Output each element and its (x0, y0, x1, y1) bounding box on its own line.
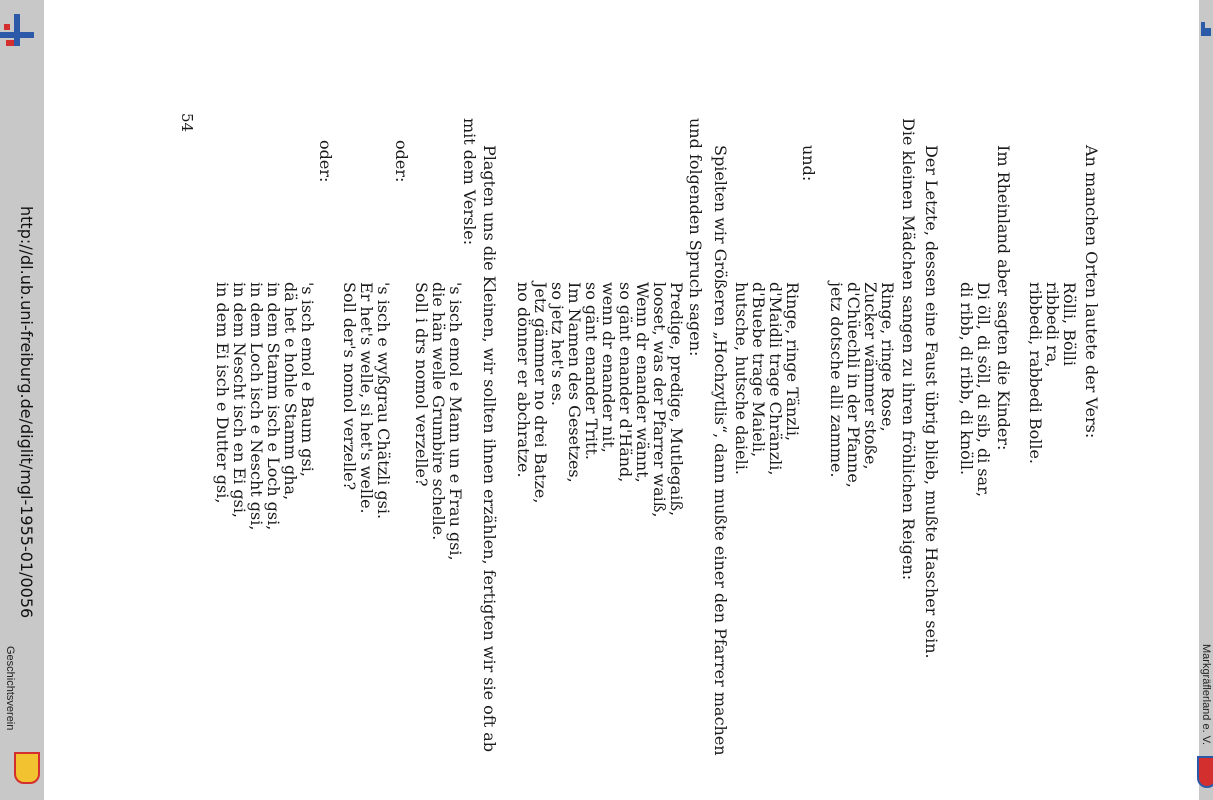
document-line: Jetz gämmer no drei Batze, (531, 282, 550, 504)
document-line: ribbedi, rabbedi Bolle. (1026, 282, 1045, 465)
document-line: in dem Nescht isch en Ei gsi, (230, 282, 249, 519)
document-line: Ringe, ringe Tänzli, (783, 282, 802, 442)
document-line: Spielten wir Größeren „Hochzytlis“, dann mußte einer den Pfarrer machen (711, 145, 730, 756)
document-line: Er het's welle, si het's welle. (357, 282, 376, 514)
document-line: d'Buebe trage Maieli, (749, 282, 768, 458)
document-line: und folgenden Spruch sagen: (686, 118, 705, 357)
document-line: Im Namen des Gesetzes, (565, 282, 584, 483)
document-line: 's isch emol e Baum gsi, (298, 282, 317, 477)
document-line: in dem Ei isch e Dutter gsi, (213, 282, 232, 504)
document-line: so gänt enander Tritt. (582, 282, 601, 460)
document-line: Wenn dr enander wännt, (633, 282, 652, 483)
document-line: Die kleinen Mädchen sangen zu ihren fröhlichen Reigen: (899, 118, 918, 581)
document-line: mit dem Versle: (460, 118, 479, 246)
document-line: in dem Loch isch e Nescht gsi, (247, 282, 266, 531)
document-line: und: (799, 145, 818, 182)
document-line: 's isch emol e Mann un e Frau gsi, (446, 282, 465, 561)
document-line: Plagten uns die Kleinen, wir sollten ihnen erzählen, fertigten wir sie oft ab (480, 145, 499, 753)
document-line: di ribb, di ribb, di knöll. (957, 282, 976, 476)
document-line: An manchen Orten lautete der Vers: (1082, 145, 1101, 439)
document-line: hutsche, hutsche daieli. (732, 282, 751, 475)
document-line: 's isch e wyßgrau Chätzli gsi. (374, 282, 393, 520)
document-line: Predige, predige, Mutlegaiß, (667, 282, 686, 517)
document-line: Soll i drs nomol verzelle? (412, 282, 431, 487)
document-line: die hän welle Grumbire schelle. (429, 282, 448, 541)
document-line: jetz dotsche alli zamme. (827, 282, 846, 478)
document-line: Zucker wämmer stoße, (861, 282, 880, 470)
document-line: ribbedi ra, (1043, 282, 1062, 368)
document-line: Ringe, ringe Rose, (878, 282, 897, 432)
document-line: oder: (316, 140, 335, 183)
document-line: d'Maidli trage Chränzli, (766, 282, 785, 476)
document-line: looset, was der Pfarrer waiß, (650, 282, 669, 518)
document-line: Der Letzte, dessen eine Faust übrig blieb, mußte Hascher sein. (922, 145, 941, 659)
document-line: Rölli, Bölli (1060, 282, 1079, 366)
coat-of-arms-icon (14, 752, 40, 784)
document-url[interactable]: http://dl.ub.uni-freiburg.de/diglit/mgl-1955-01/0056 (17, 206, 36, 619)
coat-of-arms-right-icon (1197, 756, 1213, 788)
document-line: Di öll, di söll, di sib, di sar, (974, 282, 993, 498)
document-line: so gänt enander d'Händ, (616, 282, 635, 483)
document-line: no dönner er abchratze. (514, 282, 533, 478)
document-line: oder: (392, 140, 411, 183)
document-line: Soll der's nomol verzelle? (340, 282, 359, 491)
society-label-right: Markgräflerland e. V. (1200, 644, 1212, 746)
document-line: Im Rheinland aber sagten die Kinder: (994, 145, 1013, 451)
document-line: so jetz het's es. (548, 282, 567, 406)
document-line: in dem Stamm isch e Loch gsi, (264, 282, 283, 531)
document-line: dä het e hohle Stamm gha, (281, 282, 300, 501)
society-label: Geschichtsverein (4, 646, 16, 731)
page-number: 54 (178, 113, 196, 133)
document-line: d'Chüechli in der Pfanne, (844, 282, 863, 488)
document-line: wenn dr enander nit, (599, 282, 618, 453)
